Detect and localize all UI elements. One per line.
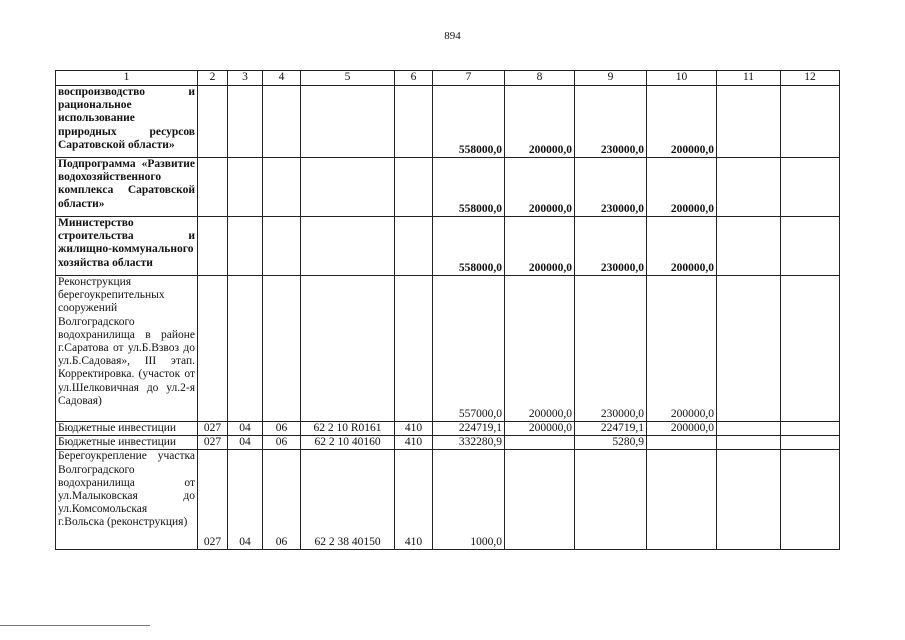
- row-name: Бюджетные инвестиции: [56, 436, 198, 450]
- cell-c6: [395, 217, 433, 276]
- cell-c3: 04: [228, 436, 263, 450]
- cell-c2: [198, 86, 228, 158]
- page-number: 894: [444, 30, 461, 42]
- cell-c12: [781, 158, 840, 217]
- cell-c11: [717, 450, 781, 550]
- cell-c2: 027: [198, 450, 228, 550]
- table-row: [56, 450, 840, 550]
- cell-c11: [717, 276, 781, 422]
- cell-c11: [717, 217, 781, 276]
- cell-c4: [263, 276, 301, 422]
- cell-c12: [781, 217, 840, 276]
- row-name: Реконструкция берегоукрепительных сооружений Волгоградского водохранилища в районе г.Саратова от ул.Б.Взвоз до ул.Б.Садовая», III этап. Корректировка. (участок от ул.Шелковичная до ул.2-я Садовая): [56, 276, 198, 422]
- column-header: 5: [301, 71, 395, 86]
- table-row: [56, 436, 840, 450]
- row-name: Берегоукрепление участка Волгоградского водохранилища от ул.Малыковская до ул.Комсомольская г.Вольска (реконструкция): [56, 450, 198, 550]
- table-row: [56, 86, 840, 158]
- table-header-row: [56, 71, 840, 86]
- cell-c10: 200000,0: [647, 217, 717, 276]
- cell-c9: 230000,0: [575, 276, 647, 422]
- cell-c9: 230000,0: [575, 86, 647, 158]
- row-name: Бюджетные инвестиции: [56, 422, 198, 436]
- cell-c3: 04: [228, 422, 263, 436]
- cell-c2: [198, 217, 228, 276]
- cell-c3: [228, 217, 263, 276]
- cell-c9: [575, 450, 647, 550]
- table-row: [56, 217, 840, 276]
- cell-c7: 224719,1: [433, 422, 505, 436]
- cell-c11: [717, 86, 781, 158]
- cell-c7: 1000,0: [433, 450, 505, 550]
- cell-c11: [717, 436, 781, 450]
- cell-c8: 200000,0: [505, 276, 575, 422]
- column-header: 11: [717, 71, 781, 86]
- cell-c7: 558000,0: [433, 158, 505, 217]
- cell-c12: [781, 436, 840, 450]
- cell-c10: [647, 436, 717, 450]
- cell-c2: 027: [198, 436, 228, 450]
- cell-c11: [717, 422, 781, 436]
- column-header: 12: [781, 71, 840, 86]
- table-row: [56, 422, 840, 436]
- column-header: 7: [433, 71, 505, 86]
- cell-c9: 224719,1: [575, 422, 647, 436]
- cell-c6: [395, 86, 433, 158]
- cell-c10: 200000,0: [647, 276, 717, 422]
- cell-c9: 230000,0: [575, 158, 647, 217]
- column-header: 6: [395, 71, 433, 86]
- cell-c4: [263, 217, 301, 276]
- cell-c8: 200000,0: [505, 158, 575, 217]
- row-name: воспроизводство и рациональное использование природных ресурсов Саратовской области»: [56, 86, 198, 158]
- cell-c8: 200000,0: [505, 86, 575, 158]
- cell-c7: 558000,0: [433, 217, 505, 276]
- cell-c3: [228, 276, 263, 422]
- cell-c8: [505, 450, 575, 550]
- column-header: 4: [263, 71, 301, 86]
- cell-c5: 62 2 10 R0161: [301, 422, 395, 436]
- cell-c10: 200000,0: [647, 158, 717, 217]
- cell-c8: 200000,0: [505, 217, 575, 276]
- cell-c7: 332280,9: [433, 436, 505, 450]
- cell-c5: 62 2 10 40160: [301, 436, 395, 450]
- cell-c4: 06: [263, 450, 301, 550]
- column-header: 9: [575, 71, 647, 86]
- cell-c7: 558000,0: [433, 86, 505, 158]
- cell-c5: [301, 276, 395, 422]
- cell-c7: 557000,0: [433, 276, 505, 422]
- cell-c4: [263, 86, 301, 158]
- table-row: [56, 276, 840, 422]
- cell-c5: [301, 217, 395, 276]
- cell-c3: 04: [228, 450, 263, 550]
- cell-c4: [263, 158, 301, 217]
- column-header: 8: [505, 71, 575, 86]
- cell-c6: 410: [395, 422, 433, 436]
- footnote-divider: [0, 625, 150, 626]
- column-header: 2: [198, 71, 228, 86]
- cell-c8: [505, 436, 575, 450]
- cell-c2: [198, 158, 228, 217]
- cell-c9: 230000,0: [575, 217, 647, 276]
- cell-c12: [781, 422, 840, 436]
- cell-c3: [228, 158, 263, 217]
- cell-c6: 410: [395, 450, 433, 550]
- column-header: 3: [228, 71, 263, 86]
- cell-c6: [395, 276, 433, 422]
- cell-c3: [228, 86, 263, 158]
- cell-c12: [781, 450, 840, 550]
- cell-c10: [647, 450, 717, 550]
- column-header: 1: [56, 71, 198, 86]
- cell-c4: 06: [263, 436, 301, 450]
- cell-c2: 027: [198, 422, 228, 436]
- budget-table: [55, 70, 840, 550]
- cell-c6: 410: [395, 436, 433, 450]
- cell-c5: 62 2 38 40150: [301, 450, 395, 550]
- cell-c5: [301, 86, 395, 158]
- cell-c10: 200000,0: [647, 86, 717, 158]
- cell-c8: 200000,0: [505, 422, 575, 436]
- cell-c2: [198, 276, 228, 422]
- cell-c11: [717, 158, 781, 217]
- table-row: [56, 158, 840, 217]
- cell-c12: [781, 86, 840, 158]
- row-name: Министерство строительства и жилищно-коммунального хозяйства области: [56, 217, 198, 276]
- cell-c6: [395, 158, 433, 217]
- cell-c5: [301, 158, 395, 217]
- cell-c12: [781, 276, 840, 422]
- column-header: 10: [647, 71, 717, 86]
- cell-c10: 200000,0: [647, 422, 717, 436]
- cell-c9: 5280,9: [575, 436, 647, 450]
- row-name: Подпрограмма «Развитие водохозяйственного комплекса Саратовской области»: [56, 158, 198, 217]
- cell-c4: 06: [263, 422, 301, 436]
